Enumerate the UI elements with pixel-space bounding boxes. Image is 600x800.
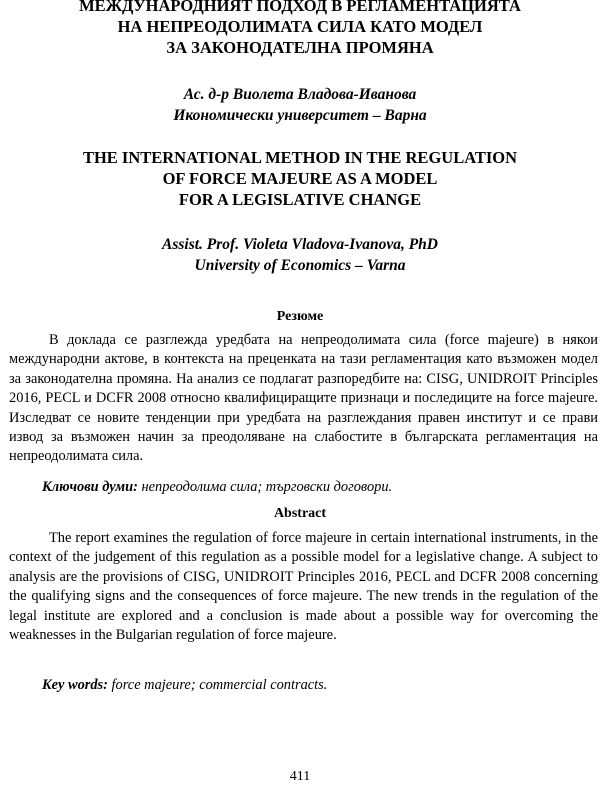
bg-author-block	[0, 84, 600, 126]
en-title-line-2: OF FORCE MAJEURE AS A MODEL	[162, 169, 438, 188]
bg-title-line-3: ЗА ЗАКОНОДАТЕЛНА ПРОМЯНА	[166, 38, 434, 57]
en-author-affiliation: University of Economics – Varna	[194, 257, 406, 274]
en-title	[0, 147, 600, 210]
bg-title-line-2: НА НЕПРЕОДОЛИМАТА СИЛА КАТО МОДЕЛ	[117, 17, 483, 36]
en-keywords	[9, 676, 598, 695]
bg-keywords	[9, 478, 598, 497]
bg-title	[0, 0, 600, 58]
en-title-line-3: FOR A LEGISLATIVE CHANGE	[178, 190, 422, 209]
abstract-heading: Abstract	[273, 506, 327, 521]
bg-title-line-1: МЕЖДУНАРОДНИЯТ ПОДХОД В РЕГЛАМЕНТАЦИЯТА	[79, 0, 521, 15]
summary-text: В доклада се разглежда уредбата на непреодолимата сила (force majeure) в някои международни актове, в контекста на преценката на тази регламентация като възможен модел за законодателна промяна. На анализ се подлагат разпоредбите на: CISG, UNIDROIT Principles 2016, PECL и DCFR 2008 относно квалифициращите признаци и последиците на force majeure. Изследват се новите тенденции при уредбата на разглеждания правен институт и се прави извод за възможен начин за преодоляване на слабостите в българската регламентация на непреодолимата сила.	[9, 332, 598, 465]
bg-author-affiliation: Икономически университет – Варна	[173, 107, 427, 124]
page-number: 411	[289, 769, 311, 784]
en-author-block	[0, 234, 600, 276]
bg-author-name: Ас. д-р Виолета Владова-Иванова	[183, 86, 417, 103]
en-keywords-value: force majeure; commercial contracts.	[107, 677, 328, 693]
bg-keywords-value: непреодолима сила; търговски договори.	[137, 479, 393, 495]
en-keywords-label: Key words:	[42, 677, 108, 693]
summary-heading: Резюме	[276, 309, 324, 324]
bg-keywords-label: Ключови думи:	[42, 479, 138, 495]
en-title-line-1: THE INTERNATIONAL METHOD IN THE REGULATION	[82, 148, 518, 167]
en-author-name: Assist. Prof. Violeta Vladova-Ivanova, PhD	[162, 236, 438, 253]
abstract-text: The report examines the regulation of force majeure in certain international instruments, in the context of the judgement of this regulation as a possible model for a legislative change. A subject to analysis are the provisions of CISG, UNIDROIT Principles 2016, PECL and DCFR 2008 concerning the qualifying signs and the consequences of force majeure. The new trends in the regulation of the legal institute are explored and a conclusion is made about a possible way for overcoming the weaknesses in the Bulgarian regulation of force majeure.	[9, 530, 598, 644]
